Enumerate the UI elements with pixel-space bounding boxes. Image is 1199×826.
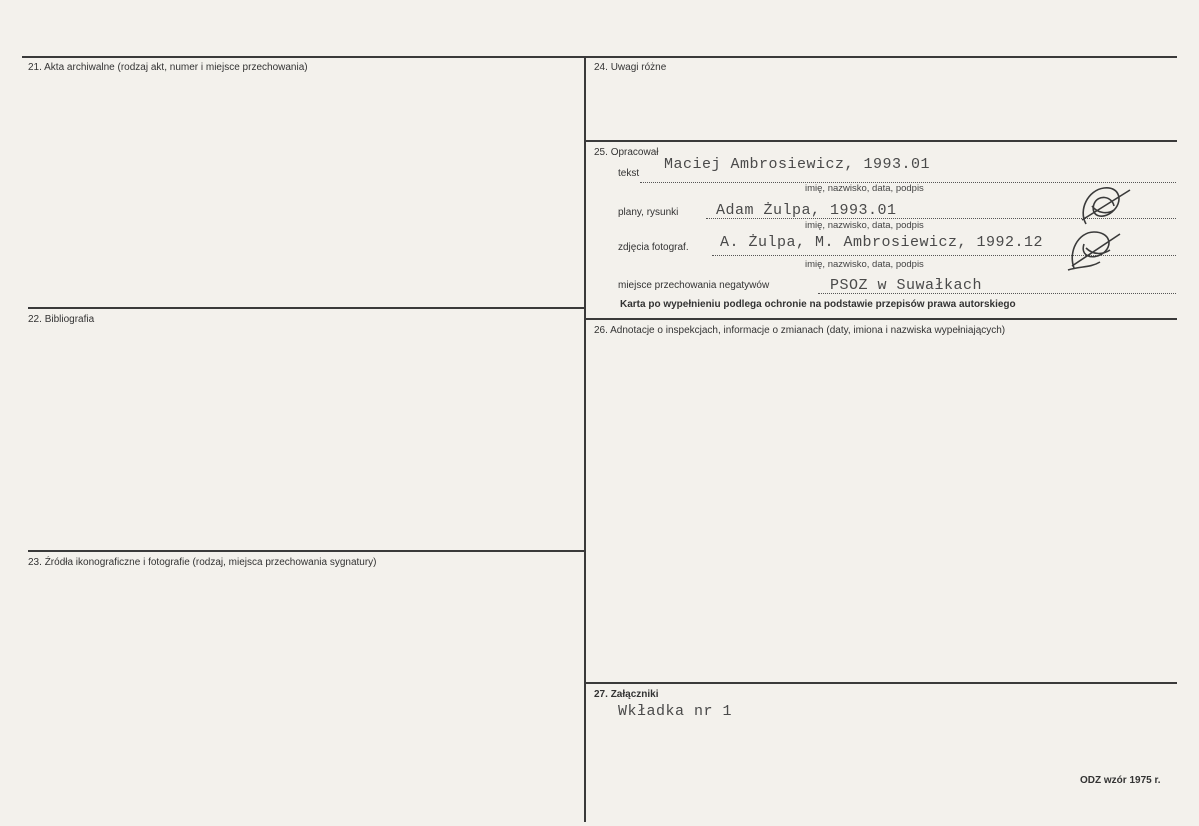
section-27-value: Wkładka nr 1 — [618, 703, 733, 720]
rule-25-26 — [586, 318, 1177, 320]
plany-value: Adam Żulpa, 1993.01 — [716, 202, 897, 219]
section-22-heading — [28, 314, 94, 325]
tekst-caption: imię, nazwisko, data, podpis — [805, 183, 924, 194]
section-21-title: Akta archiwalne (rodzaj akt, numer i miejsce przechowania) — [44, 62, 308, 73]
section-24-heading — [594, 62, 666, 73]
section-23-number: 23. — [28, 557, 42, 568]
rule-26-27 — [586, 682, 1177, 684]
zdjecia-label: zdjęcia fotograf. — [618, 242, 689, 253]
section-25-title: Opracował — [610, 147, 659, 158]
section-21-number: 21. — [28, 62, 42, 73]
section-23-title: Źródła ikonograficzne i fotografie (rodzaj, miejsca przechowania sygnatury) — [44, 557, 377, 568]
section-27-number: 27. — [594, 689, 608, 700]
top-rule — [22, 56, 1177, 58]
section-23-heading — [28, 557, 377, 568]
section-26-heading — [594, 325, 1005, 336]
section-24-title: Uwagi różne — [610, 62, 667, 73]
section-21-heading — [28, 62, 308, 73]
section-26-number: 26. — [594, 325, 608, 336]
column-divider — [584, 56, 586, 822]
zdjecia-value: A. Żulpa, M. Ambrosiewicz, 1992.12 — [720, 234, 1044, 251]
rule-21-22 — [28, 307, 584, 309]
tekst-label: tekst — [618, 168, 640, 179]
signature-2-icon — [1060, 222, 1130, 274]
negatywy-label: miejsce przechowania negatywów — [618, 280, 770, 291]
section-27-title: Załączniki — [610, 689, 659, 700]
plany-label: plany, rysunki — [618, 207, 679, 218]
form-year: wzór 1975 r. — [1103, 775, 1161, 786]
section-27-heading — [594, 689, 659, 700]
rule-24-25 — [586, 140, 1177, 142]
tekst-value: Maciej Ambrosiewicz, 1993.01 — [664, 156, 931, 173]
section-22-title: Bibliografia — [44, 314, 95, 325]
negatywy-dotted-line — [818, 293, 1176, 294]
section-25-heading — [594, 147, 659, 158]
form-footer — [1080, 775, 1161, 786]
zdjecia-caption: imię, nazwisko, data, podpis — [805, 259, 924, 270]
form-id: ODZ — [1080, 775, 1102, 786]
copyright-notice: Karta po wypełnieniu podlega ochronie na podstawie przepisów prawa autorskiego — [620, 299, 1016, 310]
section-26-title: Adnotacje o inspekcjach, informacje o zmianach (daty, imiona i nazwiska wypełniających) — [610, 325, 1006, 336]
section-25-number: 25. — [594, 147, 608, 158]
plany-caption: imię, nazwisko, data, podpis — [805, 220, 924, 231]
rule-22-23 — [28, 550, 584, 552]
section-22-number: 22. — [28, 314, 42, 325]
negatywy-value: PSOZ w Suwałkach — [830, 277, 983, 294]
section-24-number: 24. — [594, 62, 608, 73]
